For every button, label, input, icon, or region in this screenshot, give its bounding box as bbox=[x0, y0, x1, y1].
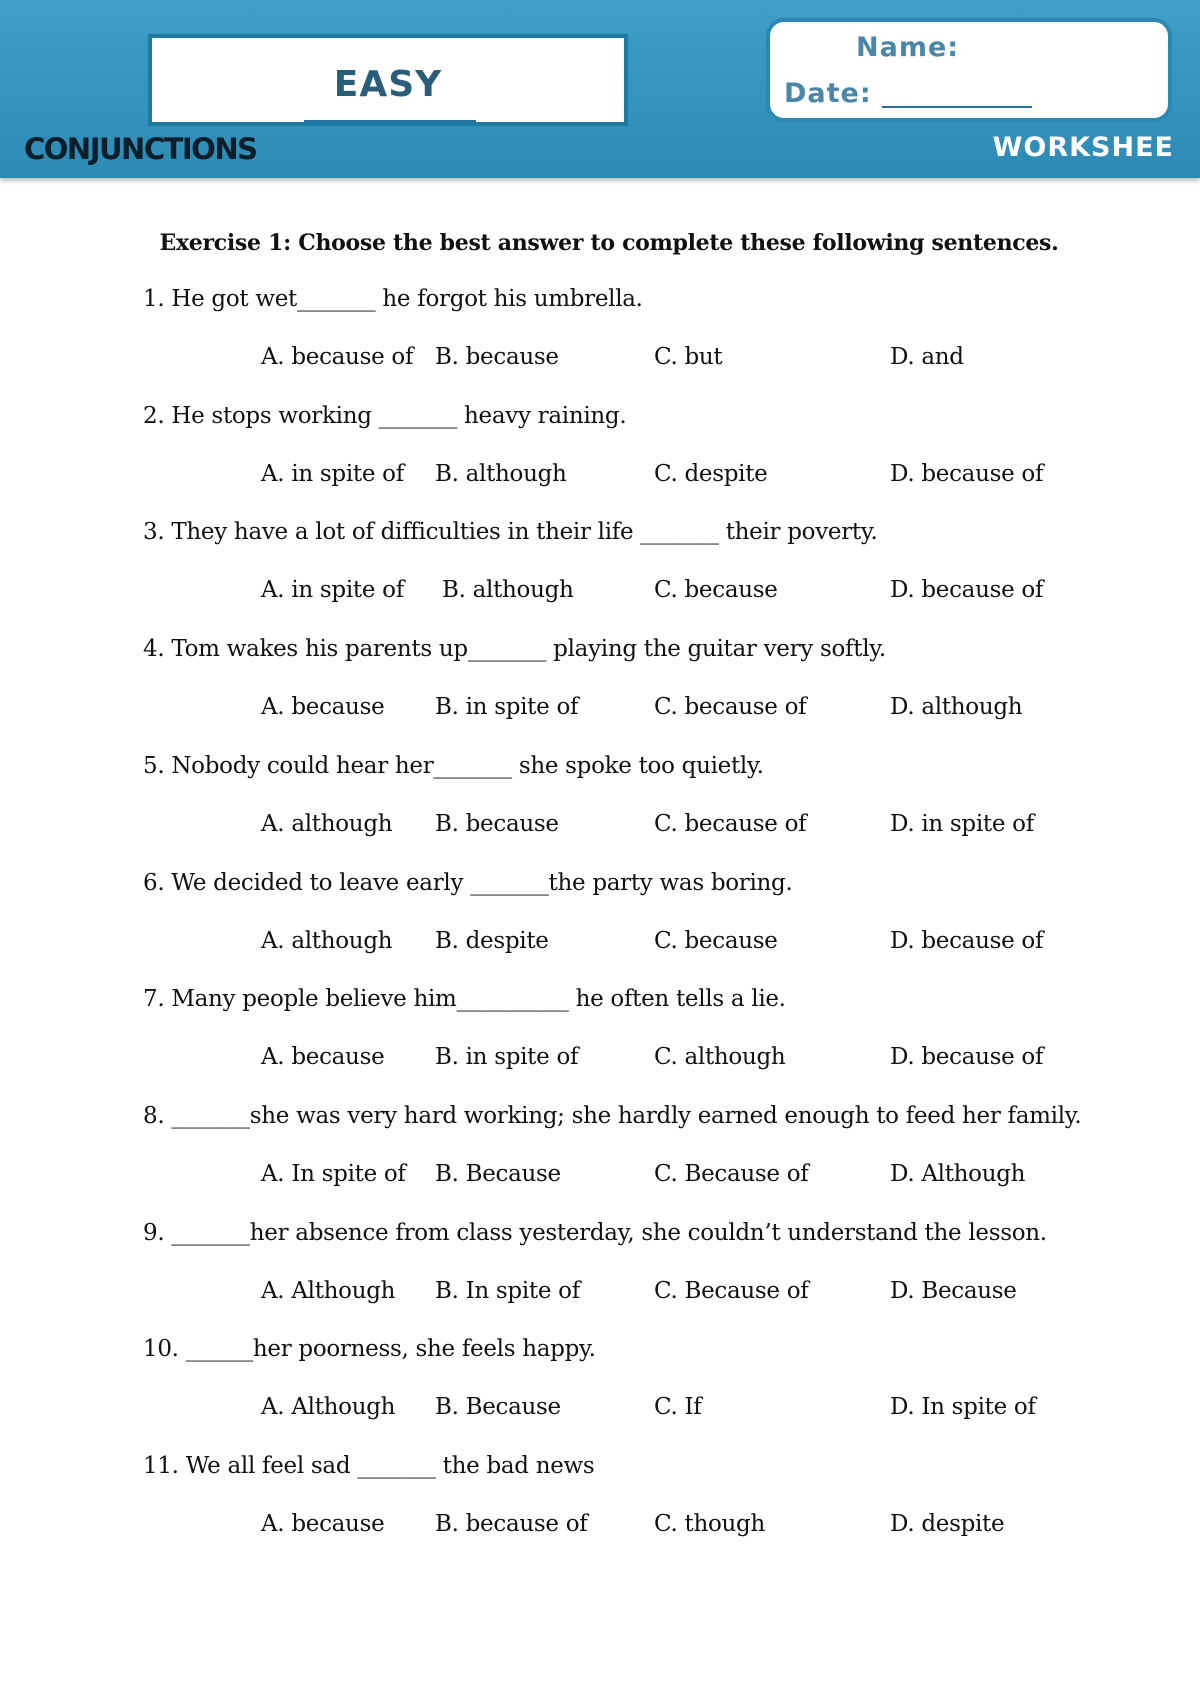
answer-option[interactable]: B. in spite of bbox=[435, 694, 579, 721]
answer-option[interactable]: B. although bbox=[442, 577, 574, 604]
question-text: 5. Nobody could hear her_______ she spoke too quietly. bbox=[143, 752, 764, 779]
answer-option[interactable]: A. although bbox=[261, 927, 393, 954]
answer-option[interactable]: D. Although bbox=[890, 1160, 1026, 1187]
answer-option[interactable]: A. Although bbox=[261, 1277, 396, 1304]
answer-option[interactable]: D. because of bbox=[890, 1044, 1044, 1071]
answer-option[interactable]: B. because of bbox=[435, 1511, 588, 1537]
answer-option[interactable]: C. despite bbox=[654, 460, 768, 487]
answer-option[interactable]: A. in spite of bbox=[261, 577, 404, 604]
worksheet-label: WORKSHEE bbox=[992, 132, 1174, 163]
answer-option[interactable]: B. in spite of bbox=[435, 1044, 579, 1071]
question-text: 11. We all feel sad _______ the bad news bbox=[143, 1453, 595, 1479]
answer-option[interactable]: C. Because of bbox=[654, 1160, 809, 1187]
level-box bbox=[148, 34, 628, 126]
answer-option[interactable]: C. though bbox=[654, 1511, 765, 1537]
answer-option[interactable]: D. because of bbox=[890, 577, 1044, 604]
answer-option[interactable]: C. although bbox=[654, 1044, 786, 1071]
answer-option[interactable]: C. because bbox=[654, 577, 778, 604]
answer-option[interactable]: A. although bbox=[261, 810, 393, 837]
answer-option[interactable]: D. although bbox=[890, 694, 1023, 721]
answer-option[interactable]: D. In spite of bbox=[890, 1394, 1036, 1421]
answer-option[interactable]: B. because bbox=[435, 810, 559, 837]
topic-title: CONJUNCTIONS bbox=[24, 132, 257, 166]
question-text: 9. _______her absence from class yesterday, she couldn’t understand the lesson. bbox=[143, 1219, 1047, 1246]
answer-option[interactable]: B. In spite of bbox=[435, 1277, 580, 1304]
answer-option[interactable]: A. because bbox=[261, 1044, 385, 1071]
question-text: 8. _______she was very hard working; she hardly earned enough to feed her family. bbox=[143, 1102, 1082, 1129]
level-label: EASY bbox=[333, 64, 443, 105]
answer-option[interactable]: A. In spite of bbox=[261, 1160, 406, 1187]
worksheet-header bbox=[0, 0, 1200, 178]
answer-option[interactable]: C. If bbox=[654, 1394, 702, 1421]
question-text: 2. He stops working _______ heavy raining. bbox=[143, 402, 627, 429]
answer-option[interactable]: B. because bbox=[435, 344, 559, 370]
answer-option[interactable]: A. because bbox=[261, 694, 385, 721]
answer-option[interactable]: C. Because of bbox=[654, 1277, 809, 1304]
level-underline bbox=[304, 120, 476, 122]
question-text: 6. We decided to leave early _______the party was boring. bbox=[143, 869, 793, 896]
answer-option[interactable]: D. despite bbox=[890, 1511, 1005, 1537]
answer-option[interactable]: C. because of bbox=[654, 694, 807, 721]
answer-option[interactable]: B. Because bbox=[435, 1394, 561, 1421]
answer-option[interactable]: B. Because bbox=[435, 1160, 561, 1187]
question-text: 3. They have a lot of difficulties in their life _______ their poverty. bbox=[143, 519, 878, 546]
answer-option[interactable]: D. and bbox=[890, 344, 964, 370]
answer-option[interactable]: A. Although bbox=[261, 1394, 396, 1421]
answer-option[interactable]: B. although bbox=[435, 460, 567, 487]
answer-option[interactable]: A. because bbox=[261, 1511, 385, 1537]
answer-option[interactable]: A. in spite of bbox=[261, 460, 404, 487]
question-text: 7. Many people believe him__________ he often tells a lie. bbox=[143, 986, 786, 1013]
question-text: 10. ______her poorness, she feels happy. bbox=[143, 1336, 596, 1363]
name-date-box bbox=[766, 18, 1172, 122]
name-label: Name: bbox=[856, 32, 960, 63]
answer-option[interactable]: C. because bbox=[654, 927, 778, 954]
answer-option[interactable]: D. because of bbox=[890, 460, 1044, 487]
answer-option[interactable]: A. because of bbox=[261, 344, 414, 370]
answer-option[interactable]: C. but bbox=[654, 344, 723, 370]
answer-option[interactable]: D. because of bbox=[890, 927, 1044, 954]
question-text: 4. Tom wakes his parents up_______ playing the guitar very softly. bbox=[143, 636, 886, 663]
answer-option[interactable]: D. in spite of bbox=[890, 810, 1034, 837]
exercise-title: Exercise 1: Choose the best answer to complete these following sentences. bbox=[159, 230, 1059, 256]
answer-option[interactable]: B. despite bbox=[435, 927, 549, 954]
answer-option[interactable]: D. Because bbox=[890, 1277, 1017, 1304]
date-underline bbox=[882, 106, 1032, 108]
date-label: Date: bbox=[784, 78, 872, 109]
answer-option[interactable]: C. because of bbox=[654, 810, 807, 837]
question-text: 1. He got wet_______ he forgot his umbrella. bbox=[143, 286, 643, 312]
